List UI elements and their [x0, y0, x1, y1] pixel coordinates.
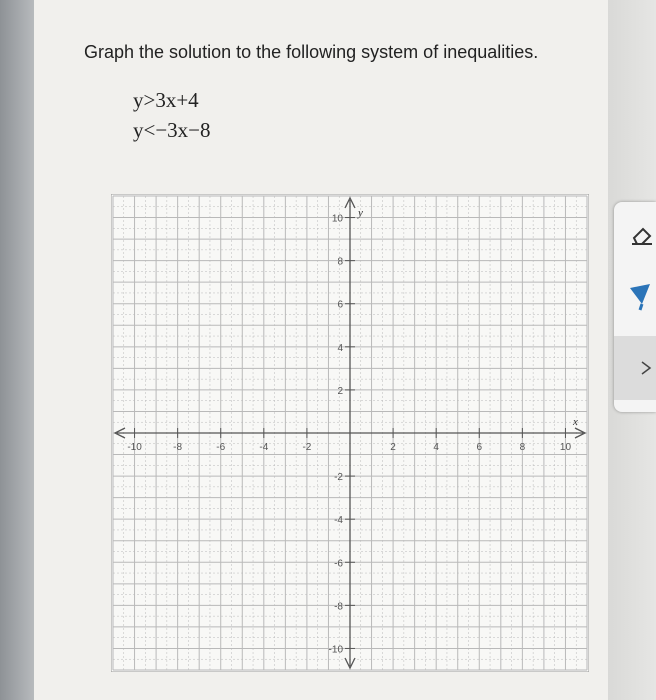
y-axis-label: y	[358, 207, 363, 219]
inequality-1: y>3x+4	[133, 88, 199, 112]
x-tick-label: 2	[390, 442, 396, 453]
chevron-right-icon	[638, 360, 654, 376]
y-tick-label: 8	[337, 256, 343, 268]
x-tick-label: -8	[173, 442, 183, 453]
x-tick-label: 4	[433, 442, 439, 453]
question-prompt: Graph the solution to the following system of inequalities.	[84, 42, 539, 62]
x-tick-label: -6	[216, 442, 226, 453]
y-tick-label: -8	[334, 601, 343, 613]
left-edge	[0, 0, 34, 700]
y-tick-label: 4	[337, 342, 343, 354]
y-tick-label: 10	[331, 213, 343, 225]
y-tick-label: -2	[334, 472, 343, 484]
x-tick-label: -10	[127, 442, 142, 453]
x-tick-label: 6	[476, 442, 483, 453]
graph-canvas[interactable]	[111, 194, 589, 672]
x-tick-label: 8	[519, 442, 526, 453]
x-axis-label: x	[573, 416, 578, 428]
graph-toolbar	[614, 202, 656, 412]
x-tick-label: -4	[259, 442, 269, 453]
y-tick-label: 6	[337, 299, 343, 311]
inequality-2: y<−3x−8	[133, 118, 211, 142]
y-tick-label: -4	[334, 515, 343, 527]
y-tick-label: -10	[328, 644, 343, 656]
y-tick-label: 2	[337, 385, 343, 397]
pencil-icon[interactable]	[628, 282, 654, 312]
expand-tools-button[interactable]	[614, 336, 656, 400]
eraser-icon[interactable]	[628, 222, 654, 248]
y-tick-label: -6	[334, 558, 343, 570]
x-tick-label: 10	[559, 442, 572, 453]
x-tick-label: -2	[302, 442, 312, 453]
